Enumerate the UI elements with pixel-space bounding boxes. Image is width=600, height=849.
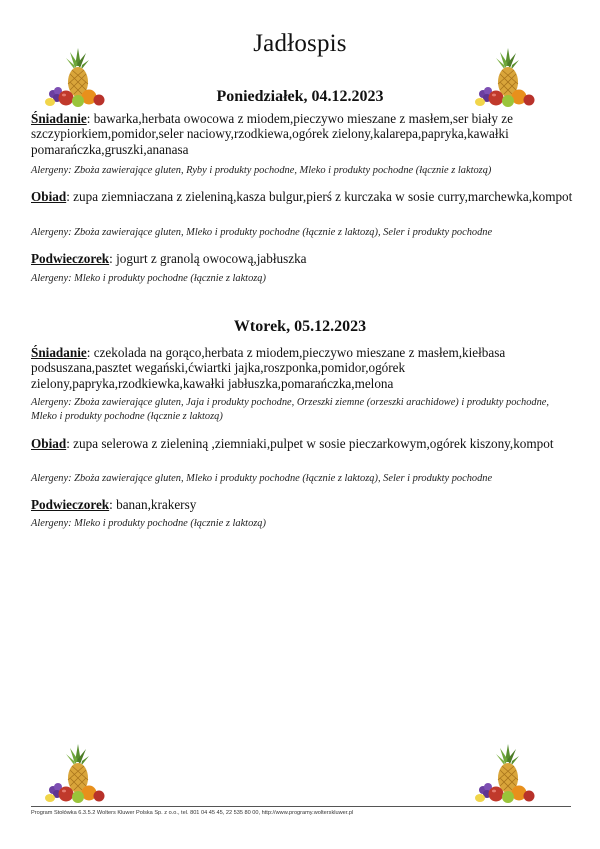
page-title: Jadłospis [253, 30, 347, 57]
meal-label: Obiad [31, 189, 67, 204]
meal-breakfast: Śniadanie: czekolada na gorąco,herbata z miodem,pieczywo mieszane z masłem,kiełbasa podsuszana,pasztet wegański,ćwiartki jajka,roszponka,pomidor,ogórek zielony,papryka,rzodkiewka,kawałki jabłuszka,pomarańczka,melona [31, 345, 506, 391]
meal-label: Podwieczorek [31, 497, 110, 512]
meal-label: Obiad [31, 436, 67, 451]
meal-text: zupa selerowa z zieleniną ,ziemniaki,pulpet w sosie pieczarkowym,ogórek kiszony,kompot [73, 436, 554, 451]
meal-breakfast: Śniadanie: bawarka,herbata owocowa z miodem,pieczywo mieszane z masłem,ser biały ze szczypiorkiem,pomidor,seler naciowy,rzodkiewa,ogórek zielony,kalarepa,papryka,kawałki pomarańczka,gruszki,ananasa [31, 111, 513, 157]
allergens-note: Alergeny: Zboża zawierające gluten, Jaja i produkty pochodne, Orzeszki ziemne (orzeszki arachidowe) i produkty pochodne, Mleko i produkty pochodne (łącznie z laktozą) [31, 397, 549, 422]
meal-text: czekolada na gorąco,herbata z miodem,pieczywo mieszane z masłem,kiełbasa podsuszana,pasztet wegański,ćwiartki jajka,roszponka,pomidor,ogórek zielony,papryka,rzodkiewka,kawałki jabłuszka,pomarańczka,melona [31, 345, 506, 391]
meal-text: banan,krakersy [116, 497, 197, 512]
allergens-note: Alergeny: Zboża zawierające gluten, Ryby i produkty pochodne, Mleko i produkty pochodne (łącznie z laktozą) [31, 165, 492, 176]
meal-text: bawarka,herbata owocowa z miodem,pieczywo mieszane z masłem,ser biały ze szczypiorkiem,pomidor,seler naciowy,rzodkiewa,ogórek zielony,kalarepa,papryka,kawałki pomarańczka,gruszki,ananasa [31, 111, 513, 157]
day-heading: Poniedziałek, 04.12.2023 [216, 88, 384, 105]
meal-label: Podwieczorek [31, 251, 110, 266]
allergens-note: Alergeny: Mleko i produkty pochodne (łącznie z laktozą) [31, 518, 266, 529]
meal-text: zupa ziemniaczana z zieleniną,kasza bulgur,pierś z kurczaka w sosie curry,marchewka,kompot [73, 189, 573, 204]
footer-text: Program Stołówka 6.3.5.2 Wolters Kluwer Polska Sp. z o.o., tel. 801 04 45 45, 22 535 80 00, http://www.programy.wolterskluwer.pl [31, 810, 354, 816]
meal-lunch: Obiad: zupa ziemniaczana z zieleniną,kasza bulgur,pierś z kurczaka w sosie curry,marchewka,kompot [31, 189, 573, 204]
allergens-note: Alergeny: Zboża zawierające gluten, Mleko i produkty pochodne (łącznie z laktozą), Seler i produkty pochodne [31, 227, 493, 238]
day-heading: Wtorek, 05.12.2023 [233, 318, 367, 335]
allergens-note: Alergeny: Mleko i produkty pochodne (łącznie z laktozą) [31, 273, 266, 284]
footer-divider [31, 806, 571, 807]
meal-text: jogurt z granolą owocową,jabłuszka [116, 251, 307, 266]
fruit-basket-icon [474, 740, 536, 804]
meal-snack: Podwieczorek: jogurt z granolą owocową,jabłuszka [31, 251, 307, 266]
allergens-note: Alergeny: Zboża zawierające gluten, Mleko i produkty pochodne (łącznie z laktozą), Seler i produkty pochodne [31, 473, 493, 484]
meal-snack: Podwieczorek: banan,krakersy [31, 497, 197, 512]
meal-lunch: Obiad: zupa selerowa z zieleniną ,ziemniaki,pulpet w sosie pieczarkowym,ogórek kiszony,kompot [31, 436, 554, 451]
meal-label: Śniadanie [31, 111, 87, 126]
meal-label: Śniadanie [31, 345, 87, 360]
fruit-basket-icon [44, 740, 106, 804]
